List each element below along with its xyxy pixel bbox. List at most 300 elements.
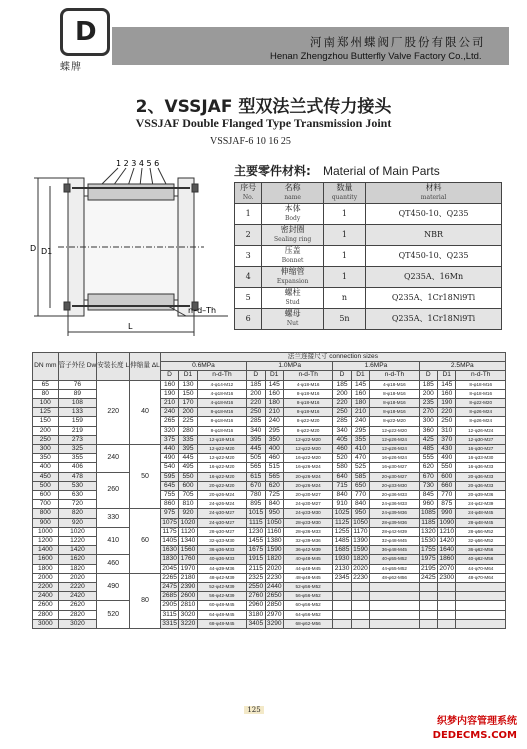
cell-d: 1915 <box>248 555 264 563</box>
cell-d: 840 <box>333 491 351 500</box>
cell-d1: 770 <box>438 491 456 500</box>
materials-cell-no: 3 <box>245 251 251 260</box>
cell-d: 250 <box>247 408 265 417</box>
cell-d1: 2020 <box>353 564 368 572</box>
materials-cell-qty: 1 <box>341 251 348 260</box>
cell-d1: 2850 <box>266 601 282 609</box>
dimensions-table <box>32 352 506 629</box>
cell-d1: 550 <box>438 463 456 472</box>
header-ndth: n-d-Th <box>370 371 419 380</box>
cell-d1: 3290 <box>266 619 282 627</box>
cell-dn: 65 <box>33 380 59 389</box>
cell-d: 185 <box>247 380 265 389</box>
cell-d: 2045 <box>162 564 177 572</box>
cell-d: 320 <box>160 426 178 435</box>
materials-cell <box>323 267 365 288</box>
materials-cell <box>262 267 323 288</box>
cell-d: 240 <box>160 408 178 417</box>
cell-dn: 200 <box>33 426 59 435</box>
cell-d: 1830 <box>162 555 177 563</box>
cell-d1: 1120 <box>179 527 197 536</box>
cell-d: 2195 <box>420 564 436 572</box>
cell-dn: 1600 <box>33 555 59 564</box>
cell-ndth: 20-φ36-M33 <box>456 481 506 490</box>
materials-cell <box>323 225 365 246</box>
cell-l: 220 <box>97 380 130 444</box>
cell-ndth: 24-φ42-M39 <box>456 500 506 509</box>
cell-ndth: 28-φ48-M45 <box>456 518 506 527</box>
table-row <box>33 555 506 564</box>
materials-cell <box>366 204 502 225</box>
materials-cell-mat: QT450-10、Q235 <box>398 209 469 218</box>
materials-cell-no: 1 <box>245 209 251 218</box>
cell-ndth: 8-φ22-M20 <box>370 417 419 426</box>
header-pressure: 1.0MPa <box>247 362 333 371</box>
dim-label-l: L <box>128 322 133 331</box>
cell-d: 2345 <box>334 573 350 581</box>
cell-ndth <box>370 610 419 619</box>
cell-ndth: 28-φ39-M36 <box>370 518 419 527</box>
cell-dn: 2800 <box>33 610 59 619</box>
cell-ndth: 48-φ42-M39 <box>197 573 246 582</box>
header-ndth: n-d-Th <box>283 371 332 380</box>
page-title-cn: 2、VSSJAF 型双法兰式传力接头 <box>135 97 392 117</box>
materials-cell <box>262 288 323 309</box>
cell-d: 960 <box>419 500 437 509</box>
cell-d1: 660 <box>438 481 456 490</box>
cell-ndth: 12-φ22-M20 <box>197 454 246 463</box>
joint-drawing <box>28 156 230 346</box>
cell-dl: 50 <box>130 445 161 509</box>
cell-d <box>333 583 351 592</box>
cell-d: 2115 <box>247 564 265 573</box>
materials-heading-cn: 主要零件材料: <box>234 164 311 178</box>
cell-ndth: 12-φ30-M27 <box>456 435 506 444</box>
cell-d1: 210 <box>265 408 283 417</box>
materials-heading <box>234 162 440 179</box>
cell-ndth: 40-φ62-M56 <box>456 555 506 564</box>
materials-cell-en: Body <box>284 215 301 222</box>
cell-ndth: 20-φ26-M24 <box>283 481 332 490</box>
cell-d <box>419 592 437 601</box>
cell-d: 505 <box>247 454 265 463</box>
materials-cell-en: Sealing ring <box>274 236 312 243</box>
company-name-en: Henan Zhengzhou Butterfly Valve Factory Co.,Ltd. <box>270 51 482 62</box>
materials-header-en: name <box>284 194 301 201</box>
cell-dn: 500 <box>33 481 59 490</box>
materials-cell <box>235 204 262 225</box>
cell-d: 3115 <box>160 610 178 619</box>
cell-d <box>419 583 437 592</box>
cell-d: 2425 <box>420 573 436 581</box>
materials-cell <box>323 288 365 309</box>
cell-ndth: 40-φ48-M45 <box>283 555 332 564</box>
cell-d: 540 <box>160 463 178 472</box>
cell-d <box>333 592 351 601</box>
cell-d1: 1340 <box>180 537 196 545</box>
cell-dw: 2420 <box>58 592 97 601</box>
cell-ndth: 12-φ22-M20 <box>370 426 419 435</box>
cell-d1: 565 <box>265 472 283 481</box>
cell-d1 <box>438 619 456 628</box>
cell-ndth: 16-φ30-M27 <box>370 463 419 472</box>
dim-label-d: D <box>30 244 37 253</box>
cell-d: 300 <box>419 417 437 426</box>
cell-d: 445 <box>247 445 265 454</box>
cell-ndth: 24-φ26-M24 <box>197 500 246 509</box>
cell-ndth: 20-φ22-M20 <box>197 481 246 490</box>
header-d1: D1 <box>438 371 456 380</box>
cell-ndth: 36-φ36-M33 <box>197 546 246 555</box>
cell-d1: 1210 <box>439 527 455 535</box>
cell-ndth: 8-φ18-M16 <box>370 399 419 408</box>
cell-dn: 2600 <box>33 601 59 610</box>
cell-d: 910 <box>333 500 351 509</box>
cell-d: 285 <box>247 417 265 426</box>
materials-header-cn: 名称 <box>284 183 301 192</box>
cell-dw: 2020 <box>58 573 97 582</box>
header-d: D <box>160 371 178 380</box>
cell-dn: 1000 <box>33 527 59 536</box>
cell-d1: 495 <box>179 463 197 472</box>
cell-ndth: 20-φ33-M30 <box>370 481 419 490</box>
cell-dl: 40 <box>130 380 161 444</box>
cell-ndth: 28-φ56-M52 <box>456 527 506 536</box>
cell-d: 1630 <box>162 546 177 554</box>
materials-cell <box>366 309 502 330</box>
page-title-en: VSSJAF Double Flanged Type Transmission Joint <box>135 116 392 130</box>
cell-dw: 406 <box>58 463 97 472</box>
cell-d: 1675 <box>248 546 264 554</box>
header-dl: 伸缩量 ΔL <box>130 353 161 381</box>
cell-d1 <box>438 610 456 619</box>
materials-cell-no: 4 <box>245 272 251 281</box>
cell-dw: 76 <box>58 380 97 389</box>
cell-d: 200 <box>247 389 265 398</box>
cell-d1: 355 <box>351 435 369 444</box>
cell-d: 2905 <box>162 601 177 609</box>
cell-ndth: 12-φ22-M20 <box>283 445 332 454</box>
cell-d1: 150 <box>179 389 197 398</box>
cell-d1: 3020 <box>180 610 196 618</box>
cell-d1: 1760 <box>180 555 196 563</box>
cell-d: 1125 <box>333 518 351 527</box>
cell-d1: 650 <box>351 481 369 490</box>
materials-cell-cn: 螺柱 <box>284 288 301 297</box>
header-d1: D1 <box>265 371 283 380</box>
materials-cell <box>366 246 502 267</box>
cell-d1: 600 <box>438 472 456 481</box>
cell-ndth: 24-φ39-M36 <box>370 509 419 518</box>
cell-d1: 210 <box>351 408 369 417</box>
materials-cell <box>262 246 323 267</box>
cell-d1: 770 <box>351 491 369 500</box>
cell-ndth: 64-φ56-M52 <box>283 610 332 619</box>
cell-dw: 820 <box>58 509 97 518</box>
cell-ndth: 48-φ70-M64 <box>456 573 506 582</box>
cell-d1: 160 <box>438 389 456 398</box>
cell-d: 2475 <box>162 583 177 591</box>
cell-dn: 1800 <box>33 564 59 573</box>
cell-dw: 1220 <box>58 537 97 546</box>
cell-ndth <box>456 583 506 592</box>
table-row <box>33 380 506 389</box>
cell-d: 755 <box>160 491 178 500</box>
cell-dn: 2000 <box>33 573 59 582</box>
materials-cell <box>235 309 262 330</box>
cell-d: 580 <box>333 463 351 472</box>
cell-d1: 130 <box>179 380 197 389</box>
cell-d1: 250 <box>438 417 456 426</box>
cell-d: 1085 <box>420 509 436 517</box>
header-pressure: 1.6MPa <box>333 362 419 371</box>
cell-d1: 1820 <box>266 555 282 563</box>
cell-d: 375 <box>160 435 178 444</box>
page-header <box>0 0 527 72</box>
cell-dn: 1400 <box>33 546 59 555</box>
cell-d: 1405 <box>162 537 177 545</box>
header-l: 安装长度 L <box>97 353 130 381</box>
cell-dw: 920 <box>58 518 97 527</box>
cell-ndth: 8-φ22-M20 <box>283 417 332 426</box>
cell-ndth: 44-φ55-M52 <box>370 564 419 573</box>
cell-ndth: 4-φ18-M16 <box>283 380 332 389</box>
cell-ndth: 48-φ48-M45 <box>283 573 332 582</box>
page-number: 125 <box>244 706 264 714</box>
materials-cell-qty: 5n <box>339 314 350 323</box>
materials-cell <box>235 288 262 309</box>
cell-dw: 3020 <box>58 619 97 628</box>
materials-cell <box>366 225 502 246</box>
dim-label-bolt: n–d–Th <box>188 306 217 315</box>
cell-ndth: 20-φ39-M36 <box>456 491 506 500</box>
cell-d <box>419 601 437 610</box>
cell-d1: 2230 <box>266 573 282 581</box>
cell-ndth: 4-φ18-M16 <box>370 380 419 389</box>
cell-ndth: 32-φ33-M30 <box>197 537 246 546</box>
cell-d: 265 <box>160 417 178 426</box>
cell-dn: 600 <box>33 491 59 500</box>
cell-d: 3405 <box>248 619 264 627</box>
cell-d1: 585 <box>351 472 369 481</box>
cell-ndth: 12-φ22-M20 <box>283 435 332 444</box>
cell-dn: 250 <box>33 435 59 444</box>
cell-ndth: 8-φ22-M20 <box>456 399 506 408</box>
cell-d: 1025 <box>334 509 350 517</box>
cell-d1: 840 <box>351 500 369 509</box>
materials-cell <box>323 309 365 330</box>
cell-ndth: 24-φ48-M45 <box>456 509 506 518</box>
cell-ndth <box>456 601 506 610</box>
table-row <box>33 509 506 518</box>
cell-d: 615 <box>247 472 265 481</box>
materials-cell <box>323 204 365 225</box>
cell-d: 620 <box>419 463 437 472</box>
cell-d1: 220 <box>438 408 456 417</box>
cell-d1: 1970 <box>180 564 196 572</box>
cell-dn: 800 <box>33 509 59 518</box>
cell-dw: 630 <box>58 491 97 500</box>
cell-dw: 159 <box>58 417 97 426</box>
cell-ndth <box>370 592 419 601</box>
cell-dn: 3000 <box>33 619 59 628</box>
materials-cell-en: Nut <box>286 320 299 327</box>
cell-d1: 2180 <box>180 573 196 581</box>
cell-d: 490 <box>160 454 178 463</box>
cell-d <box>333 601 351 610</box>
cell-d1: 875 <box>438 500 456 509</box>
header-dn: DN mm <box>33 353 59 381</box>
cell-ndth: 40-φ36-M33 <box>197 555 246 564</box>
cell-ndth: 32-φ48-M45 <box>370 537 419 546</box>
materials-cell-qty: 1 <box>341 230 348 239</box>
cell-dw: 1620 <box>58 555 97 564</box>
cell-d1: 725 <box>265 491 283 500</box>
cell-d: 1755 <box>420 546 436 554</box>
cell-ndth: 68-φ48-M45 <box>197 619 246 628</box>
cell-d: 640 <box>333 472 351 481</box>
cell-d1: 1860 <box>439 555 455 563</box>
cell-d1: 1090 <box>439 518 455 526</box>
cell-ndth: 12-φ18-M16 <box>197 435 246 444</box>
cell-d: 440 <box>160 445 178 454</box>
cell-ndth: 32-φ39-M36 <box>283 537 332 546</box>
cell-ndth: 8-φ18-M16 <box>197 408 246 417</box>
cell-d: 1230 <box>248 527 264 535</box>
cell-ndth: 12-φ26-M24 <box>370 435 419 444</box>
cell-d1: 2440 <box>266 583 282 591</box>
cell-ndth: 20-φ26-M24 <box>197 491 246 500</box>
cell-dw: 1820 <box>58 564 97 573</box>
cell-d1: 1160 <box>265 527 283 536</box>
cell-ndth: 28-φ30-M27 <box>197 527 246 536</box>
cell-d1 <box>438 601 456 610</box>
cell-d: 2960 <box>248 601 264 609</box>
header-d: D <box>333 371 351 380</box>
cell-d1: 1390 <box>353 537 368 545</box>
cell-ndth: 12-φ26-M24 <box>456 426 506 435</box>
cell-d1: 335 <box>179 435 197 444</box>
cell-d: 270 <box>419 408 437 417</box>
cell-d1: 2020 <box>266 564 282 572</box>
cell-d1: 620 <box>265 481 283 490</box>
cell-d1: 200 <box>179 408 197 417</box>
materials-cell <box>262 309 323 330</box>
cell-d: 1075 <box>162 518 177 526</box>
cell-d1: 280 <box>179 426 197 435</box>
header-d1: D1 <box>351 371 369 380</box>
cell-d1: 180 <box>351 399 369 408</box>
cell-dw: 325 <box>58 445 97 454</box>
cell-ndth: 36-φ42-M39 <box>283 546 332 555</box>
materials-cell-qty: n <box>341 293 348 302</box>
cell-ndth: 44-φ70-M64 <box>456 564 506 573</box>
cell-dn: 350 <box>33 454 59 463</box>
cell-d: 975 <box>160 509 178 518</box>
cell-d1: 310 <box>438 426 456 435</box>
cell-d: 1255 <box>334 527 350 535</box>
cell-ndth: 12-φ22-M20 <box>197 445 246 454</box>
cell-d: 1015 <box>248 509 264 517</box>
materials-cell-mat: NBR <box>424 230 444 239</box>
cell-ndth: 12-φ26-M24 <box>370 445 419 454</box>
cell-d: 460 <box>333 445 351 454</box>
cell-dn: 125 <box>33 408 59 417</box>
cell-d1: 550 <box>179 472 197 481</box>
cell-d: 1930 <box>334 555 350 563</box>
cell-d: 645 <box>160 481 178 490</box>
dim-label-d1: D1 <box>41 247 53 256</box>
cell-ndth: 16-φ30-M27 <box>456 445 506 454</box>
cell-d1 <box>438 592 456 601</box>
cell-ndth: 8-φ18-M16 <box>370 408 419 417</box>
callout-numbers: 1 2 3 4 5 6 <box>116 159 160 168</box>
cell-dn: 450 <box>33 472 59 481</box>
cell-d: 670 <box>419 472 437 481</box>
cell-d1: 160 <box>351 389 369 398</box>
cell-d1: 950 <box>265 509 283 518</box>
cell-d: 3315 <box>162 619 177 627</box>
cell-dw: 720 <box>58 500 97 509</box>
cell-d1 <box>351 619 369 628</box>
materials-cell-en: Bonnet <box>281 257 304 264</box>
logo-glyph: D <box>75 17 97 47</box>
materials-header-0 <box>235 183 262 204</box>
cell-d1: 190 <box>438 399 456 408</box>
cell-d1: 145 <box>265 380 283 389</box>
cell-d1: 950 <box>351 509 369 518</box>
materials-row <box>235 309 502 330</box>
cell-d1: 2300 <box>439 573 455 581</box>
cell-ndth: 24-φ33-M30 <box>283 509 332 518</box>
cell-d1: 1590 <box>266 546 282 554</box>
materials-cell-cn: 伸缩管 <box>280 267 305 276</box>
cell-d1: 160 <box>265 389 283 398</box>
cell-d1: 1380 <box>266 537 282 545</box>
cell-d1: 2070 <box>439 564 455 572</box>
cell-d: 2265 <box>162 573 177 581</box>
cell-d1: 145 <box>351 380 369 389</box>
cell-d1: 525 <box>351 463 369 472</box>
cell-d: 565 <box>247 463 265 472</box>
materials-header-cn: 材料 <box>425 183 442 192</box>
cell-ndth: 56-φ42-M39 <box>197 592 246 601</box>
cell-dw: 1420 <box>58 546 97 555</box>
cell-d1: 295 <box>265 426 283 435</box>
cell-dn: 2200 <box>33 583 59 592</box>
materials-row <box>235 288 502 309</box>
cell-dl: 80 <box>130 573 161 628</box>
table-row <box>33 601 506 610</box>
cell-d1: 225 <box>179 417 197 426</box>
cell-ndth: 24-φ30-M27 <box>197 518 246 527</box>
cell-d1: 350 <box>265 435 283 444</box>
materials-cell <box>366 288 502 309</box>
cell-d: 1455 <box>248 537 264 545</box>
cell-ndth <box>456 592 506 601</box>
cell-d: 2685 <box>162 592 177 600</box>
cell-dw: 89 <box>58 389 97 398</box>
cell-d1: 460 <box>265 454 283 463</box>
cell-ndth: 36-φ62-M56 <box>456 546 506 555</box>
cell-dw: 1020 <box>58 527 97 536</box>
cell-d: 1115 <box>247 518 265 527</box>
header-flange: 法兰连接尺寸 connection sizes <box>160 353 505 362</box>
cell-d1 <box>351 601 369 610</box>
cell-ndth: 16-φ22-M20 <box>197 463 246 472</box>
watermark: 织梦内容管理系统 DEDECMS.COM <box>432 716 517 741</box>
materials-cell-no: 6 <box>245 314 251 323</box>
